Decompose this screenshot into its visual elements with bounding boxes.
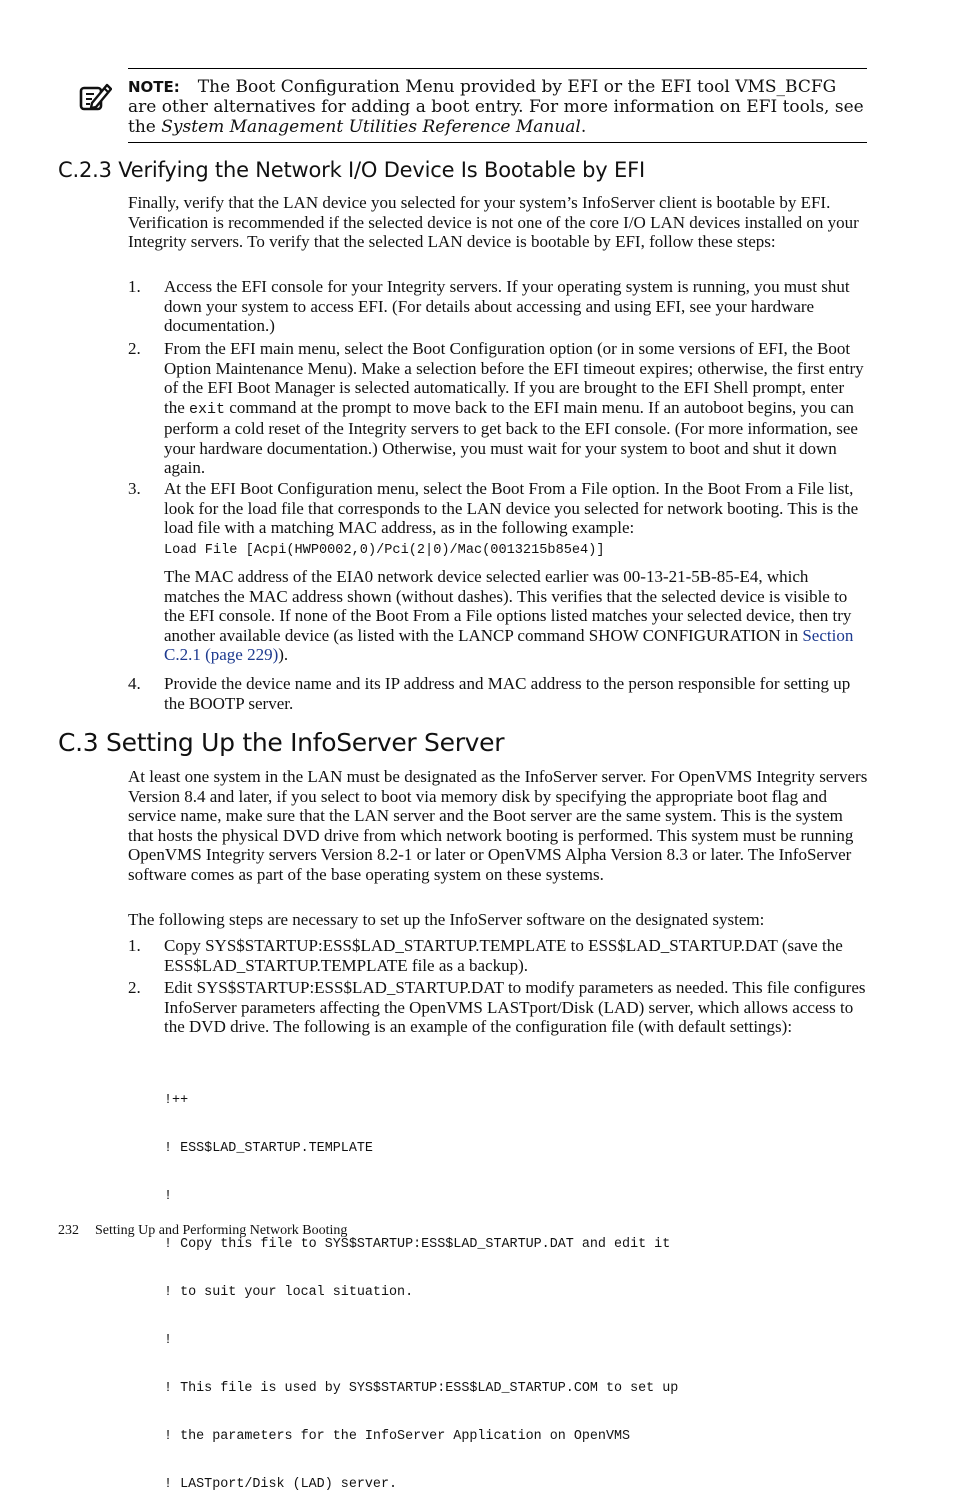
config-line: !++ — [164, 1093, 189, 1108]
followup-part: The MAC address of the EIA0 network device selected earlier was 00-13-21-5B-85-E4, which matches the MAC address shown (without dashes). This verifies that the selected device is visible to the EFI console. If none of the Boot From a File options listed matches your selected device, then try another available device (as listed with the LANCP command SHOW CONFIGURATION in — [164, 567, 852, 645]
section-heading-c23: C.2.3 Verifying the Network I/O Device Is Bootable by EFI — [58, 158, 645, 182]
config-line: ! — [164, 1333, 173, 1348]
note-label: NOTE: — [128, 78, 180, 96]
config-line: ! LASTport/Disk (LAD) server. — [164, 1477, 398, 1492]
step-text-part: command at the prompt to move back to the EFI main menu. If an autoboot begins, you can perform a cold reset of the Integrity servers to get back to the EFI console. (For more information, see your hardware documentation.) Otherwise, you must wait for your system to boot and shut it down again. — [164, 397, 858, 477]
c3-intro-paragraph: At least one system in the LAN must be designated as the InfoServer server. For OpenVMS Integrity servers Version 8.4 and later, if you select to boot via memory disk by specifying the appropriate boot flag and service name, make sure that the LAN server and the Boot server are the same system. This is the system that hosts the physical DVD drive from which network booting is performed. This system must be running OpenVMS Integrity servers Version 8.2-1 or later or OpenVMS Alpha Version 8.3 or later. The InfoServer software comes as part of the base operating system on these systems. — [128, 767, 868, 884]
page-number: 232 — [58, 1223, 79, 1238]
step-text — [164, 339, 868, 478]
note-pencil-icon — [78, 80, 112, 112]
manual-title: System Management Utilities Reference Manual — [161, 117, 581, 137]
config-line: ! Copy this file to SYS$STARTUP:ESS$LAD_STARTUP.DAT and edit it — [164, 1237, 671, 1252]
config-file-example — [164, 1061, 678, 1509]
note-bottom-rule — [128, 142, 867, 143]
config-line: ! the parameters for the InfoServer Application on OpenVMS — [164, 1429, 631, 1444]
step-text: Copy SYS$STARTUP:ESS$LAD_STARTUP.TEMPLATE to ESS$LAD_STARTUP.DAT (save the ESS$LAD_STARTUP.TEMPLATE file as a backup). — [164, 936, 843, 975]
section-c21-link[interactable]: Section C.2.1 (page 229) — [164, 625, 854, 664]
note-body-end: . — [580, 117, 587, 137]
config-line: ! This file is used by SYS$STARTUP:ESS$LAD_STARTUP.COM to set up — [164, 1381, 679, 1396]
step-number: 2. — [128, 978, 141, 997]
step-number: 4. — [128, 674, 141, 693]
step-text: Edit SYS$STARTUP:ESS$LAD_STARTUP.DAT to modify parameters as needed. This file configures InfoServer parameters affecting the OpenVMS LASTport/Disk (LAD) server, which allows access to the DVD drive. The following is an example of the configuration file (with default settings): — [164, 978, 866, 1036]
step-text: At the EFI Boot Configuration menu, select the Boot From a File option. In the Boot From a File list, look for the load file that corresponds to the LAN device you selected for network booting. This is the load file with a matching MAC address, as in the following example: — [164, 479, 859, 537]
note-top-rule — [128, 68, 867, 69]
config-line: ! ESS$LAD_STARTUP.TEMPLATE — [164, 1141, 373, 1156]
c3-steps-intro: The following steps are necessary to set up the InfoServer software on the designated system: — [128, 910, 765, 929]
step-number: 1. — [128, 277, 141, 296]
step-followup-text — [164, 567, 868, 665]
config-line: ! to suit your local situation. — [164, 1285, 414, 1300]
step-text-part: From the EFI main menu, select the Boot Configuration option (or in some versions of EFI, the Boot Option Maintenance Menu). Make a selection before the EFI timeout expires; otherwise, the first entry of the EFI Boot Manager is selected automatically. If you are brought to the EFI Shell prompt, enter the — [164, 339, 864, 417]
step-number: 2. — [128, 339, 141, 358]
step-text: Provide the device name and its IP address and MAC address to the person responsible for setting up the BOOTP server. — [164, 674, 851, 713]
note-body: The Boot Configuration Menu provided by EFI or the EFI tool VMS_BCFG are other alternatives for adding a boot entry. For more information on EFI tools, see the — [128, 77, 864, 137]
c23-intro-paragraph: Finally, verify that the LAN device you selected for your system’s InfoServer client is bootable by EFI. Verification is recommended if the selected device is not one of the core I/O LAN devices installed on your Integrity servers. To verify that the selected LAN device is bootable by EFI, follow these steps: — [128, 193, 859, 251]
note-text — [128, 77, 868, 137]
exit-command: exit — [189, 400, 226, 418]
page-footer — [58, 1222, 347, 1240]
step-number: 1. — [128, 936, 141, 955]
config-line: ! — [164, 1189, 173, 1204]
load-file-example: Load File [Acpi(HWP0002,0)/Pci(2|0)/Mac(0013215b85e4)] — [164, 543, 605, 558]
followup-part: ). — [278, 645, 289, 664]
step-number: 3. — [128, 479, 141, 498]
step-text: Access the EFI console for your Integrity servers. If your operating system is running, you must shut down your system to access EFI. (For details about accessing and using EFI, see your hardware documentation.) — [164, 277, 850, 335]
section-heading-c3: C.3 Setting Up the InfoServer Server — [58, 728, 505, 757]
chapter-title: Setting Up and Performing Network Booting — [95, 1223, 348, 1238]
